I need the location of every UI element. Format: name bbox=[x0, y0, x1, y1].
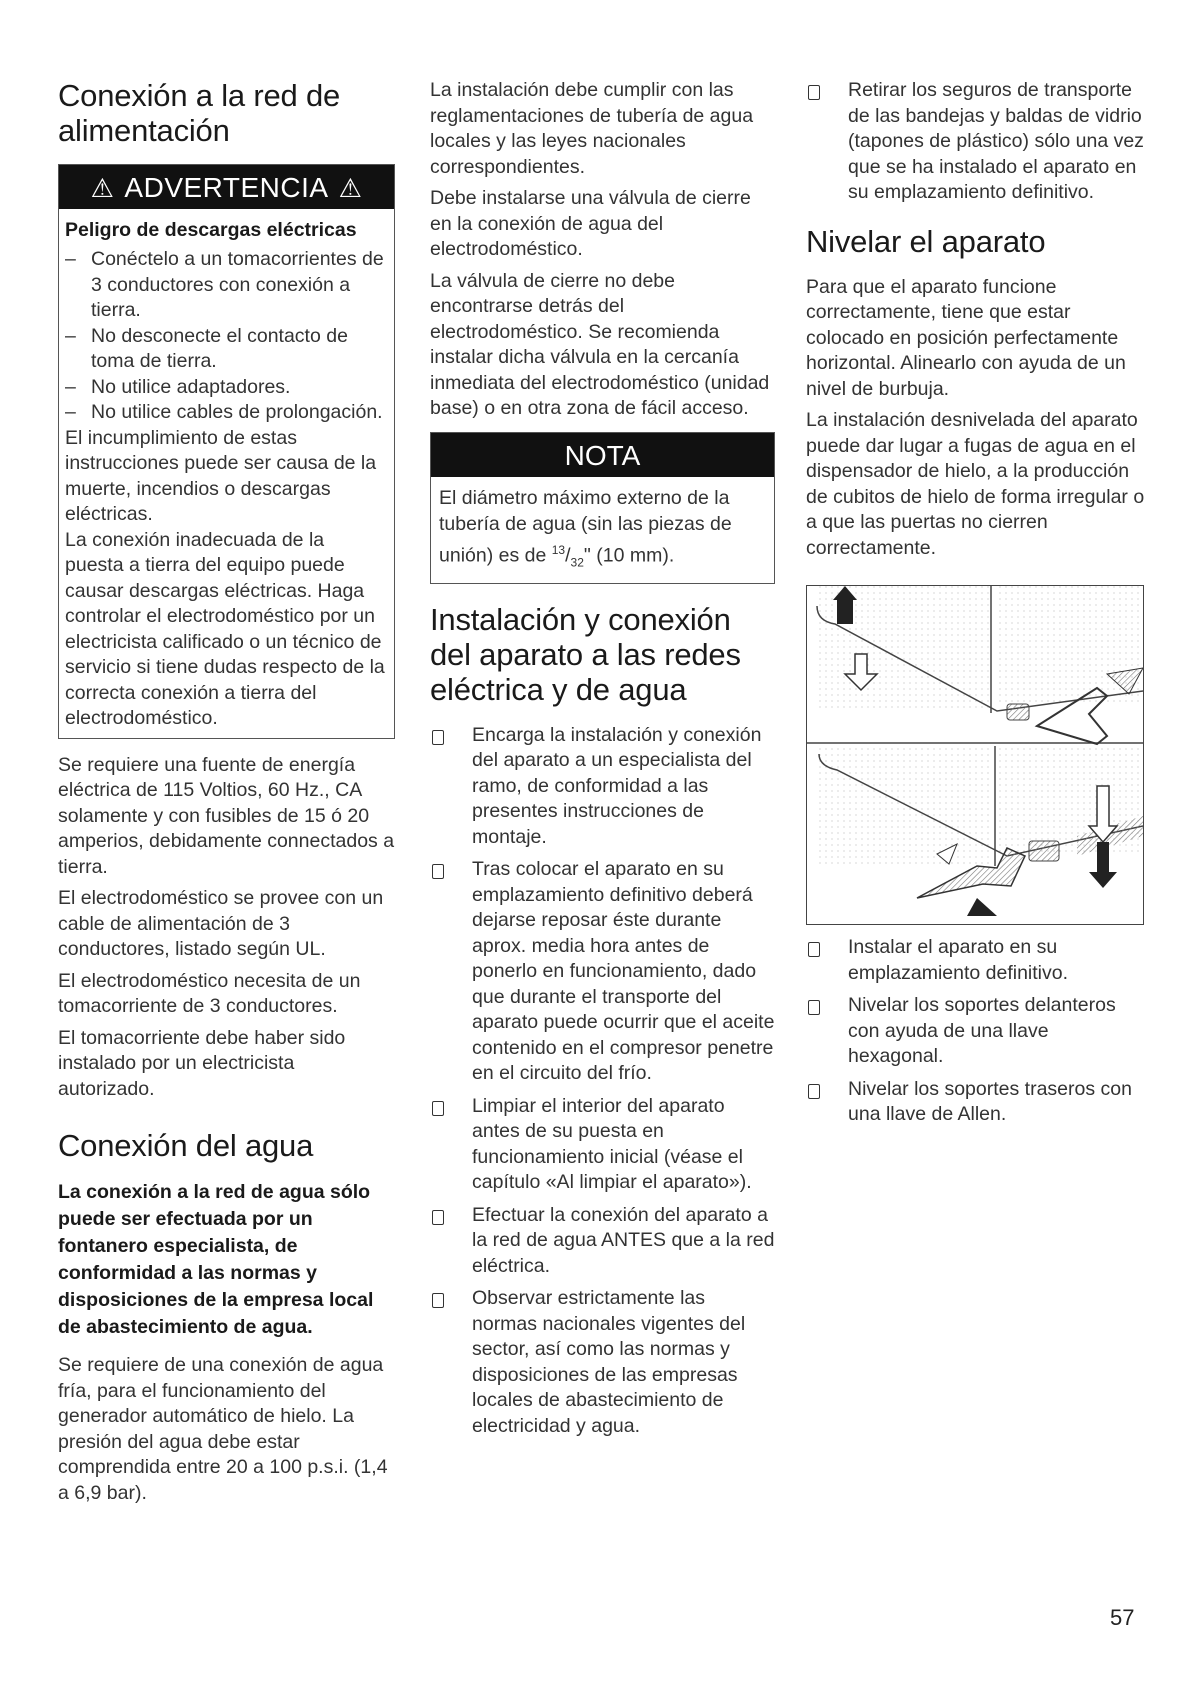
warning-box bbox=[58, 164, 395, 739]
page-number: 57 bbox=[1110, 1605, 1135, 1630]
warning-title: ADVERTENCIA bbox=[124, 172, 329, 203]
warning-item: – No utilice adaptadores. bbox=[65, 375, 291, 398]
checkbox-bullet-icon bbox=[808, 1084, 820, 1099]
leveling-illustration bbox=[806, 585, 1144, 925]
column-left bbox=[58, 78, 395, 1512]
level-paragraph: Para que el aparato funcione correctamente, tiene que estar colocado en posición perfectamente horizontal. Alinearlo con ayuda de un nivel de burbuja. bbox=[806, 275, 1126, 400]
install-paragraph: Debe instalarse una válvula de cierre en la conexión de agua del electrodoméstico. bbox=[430, 187, 751, 260]
note-body: El diámetro máximo externo de la tubería de agua (sin las piezas de unión) es de $^{13}/_{32}$" (10 mm). bbox=[439, 486, 732, 569]
column-middle bbox=[430, 78, 775, 1446]
checkbox-bullet-icon bbox=[432, 730, 444, 745]
warning-paragraph: La conexión inadecuada de la puesta a tierra del equipo puede causar descargas eléctricas. Haga controlar el electrodoméstico por un electricista calificado o un técnico de servicio si tiene dudas respecto de la correcta conexión a tierra del electrodoméstico. bbox=[65, 528, 385, 729]
warning-item: – No desconecte el contacto de toma de tierra. bbox=[65, 324, 348, 372]
warning-item: – Conéctelo a un tomacorrientes de 3 conductores con conexión a tierra. bbox=[65, 248, 384, 321]
power-paragraph: El electrodoméstico se provee con un cable de alimentación de 3 conductores, listado según UL. bbox=[58, 887, 384, 960]
checkbox-bullet-icon bbox=[432, 864, 444, 879]
water-lead-paragraph: La conexión a la red de agua sólo puede ser efectuada por un fontanero especialista, de conformidad a las normas y disposiciones de la empresa local de abastecimiento de agua. bbox=[58, 1181, 374, 1338]
list-item: Retirar los seguros de transporte de las bandejas y baldas de vidrio (tapones de plástico) sólo una vez que se ha instalado el aparato en su emplazamiento definitivo. bbox=[806, 78, 1146, 206]
leveling-diagram-svg bbox=[807, 586, 1143, 924]
heading-leveling: Nivelar el aparato bbox=[806, 223, 1046, 259]
list-item: Nivelar los soportes traseros con una llave de Allen. bbox=[806, 1077, 1146, 1128]
column-right bbox=[806, 78, 1146, 567]
list-item: Efectuar la conexión del aparato a la red de agua ANTES que a la red eléctrica. bbox=[430, 1203, 775, 1280]
warning-triangle-icon: ⚠ bbox=[90, 173, 115, 203]
power-paragraph: El tomacorriente debe haber sido instalado por un electricista autorizado. bbox=[58, 1026, 346, 1100]
warning-subtitle: Peligro de descargas eléctricas bbox=[65, 219, 357, 241]
warning-triangle-icon: ⚠ bbox=[338, 173, 363, 203]
warning-paragraph: El incumplimiento de estas instrucciones puede ser causa de la muerte, incendios o descargas eléctricas. bbox=[65, 426, 377, 525]
water-paragraph: Se requiere de una conexión de agua fría, para el funcionamiento del generador automático de hielo. La presión del agua debe estar comprendida entre 20 a 100 p.s.i. (1,4 a 6,9 bar). bbox=[58, 1354, 388, 1504]
level-paragraph: La instalación desnivelada del aparato puede dar lugar a fugas de agua en el dispensador de hielo, a la producción de cubitos de hielo de forma irregular o a que las puertas no cierren correctamente. bbox=[806, 409, 1145, 559]
checkbox-bullet-icon bbox=[432, 1101, 444, 1116]
power-paragraph: Se requiere una fuente de energía eléctrica de 115 Voltios, 60 Hz., CA solamente y con fusibles de 15 ó 20 amperios, debidamente connectados a tierra. bbox=[58, 753, 395, 878]
list-item: Limpiar el interior del aparato antes de su puesta en funcionamiento inicial (véase el capítulo «Al limpiar el aparato»). bbox=[430, 1094, 775, 1196]
note-box bbox=[430, 432, 775, 584]
warning-body bbox=[59, 209, 394, 738]
note-title: NOTA bbox=[431, 433, 774, 477]
list-item: Encarga la instalación y conexión del aparato a un especialista del ramo, de conformidad a las presentes instrucciones de montaje. bbox=[430, 723, 775, 851]
heading-water-connection: Conexión del agua bbox=[58, 1128, 314, 1163]
checkbox-bullet-icon bbox=[808, 85, 820, 100]
heading-power-connection: Conexión a la red de alimentación bbox=[58, 78, 341, 148]
warning-header bbox=[59, 165, 394, 209]
list-item: Instalar el aparato en su emplazamiento definitivo. bbox=[806, 935, 1146, 986]
checkbox-bullet-icon bbox=[432, 1293, 444, 1308]
install-paragraph: La instalación debe cumplir con las reglamentaciones de tubería de agua locales y las leyes nacionales correspondientes. bbox=[430, 79, 754, 178]
install-paragraph: La válvula de cierre no debe encontrarse detrás del electrodoméstico. Se recomienda instalar dicha válvula en la cercanía inmediata del electrodoméstico (unidad base) o en otra zona de fácil acceso. bbox=[430, 269, 770, 419]
warning-item: – No utilice cables de prolongación. bbox=[65, 401, 383, 423]
column-right-lower bbox=[806, 935, 1146, 1135]
power-paragraph: El electrodoméstico necesita de un tomacorriente de 3 conductores. bbox=[58, 969, 361, 1017]
checkbox-bullet-icon bbox=[432, 1210, 444, 1225]
checkbox-bullet-icon bbox=[808, 942, 820, 957]
list-item: Observar estrictamente las normas nacionales vigentes del sector, así como las normas y disposiciones de las empresas locales de abastecimiento de electricidad y agua. bbox=[430, 1286, 775, 1439]
list-item: Tras colocar el aparato en su emplazamiento definitivo deberá dejarse reposar éste durante aprox. media hora antes de ponerlo en funcionamiento, dado que durante el transporte del aparato puede ocurrir que el aceite contenido en el compresor penetre en el circuito del frío. bbox=[430, 857, 775, 1087]
checkbox-bullet-icon bbox=[808, 1000, 820, 1015]
list-item: Nivelar los soportes delanteros con ayuda de una llave hexagonal. bbox=[806, 993, 1146, 1070]
heading-installation: Instalación y conexión del aparato a las redes eléctrica y de agua bbox=[430, 601, 741, 707]
